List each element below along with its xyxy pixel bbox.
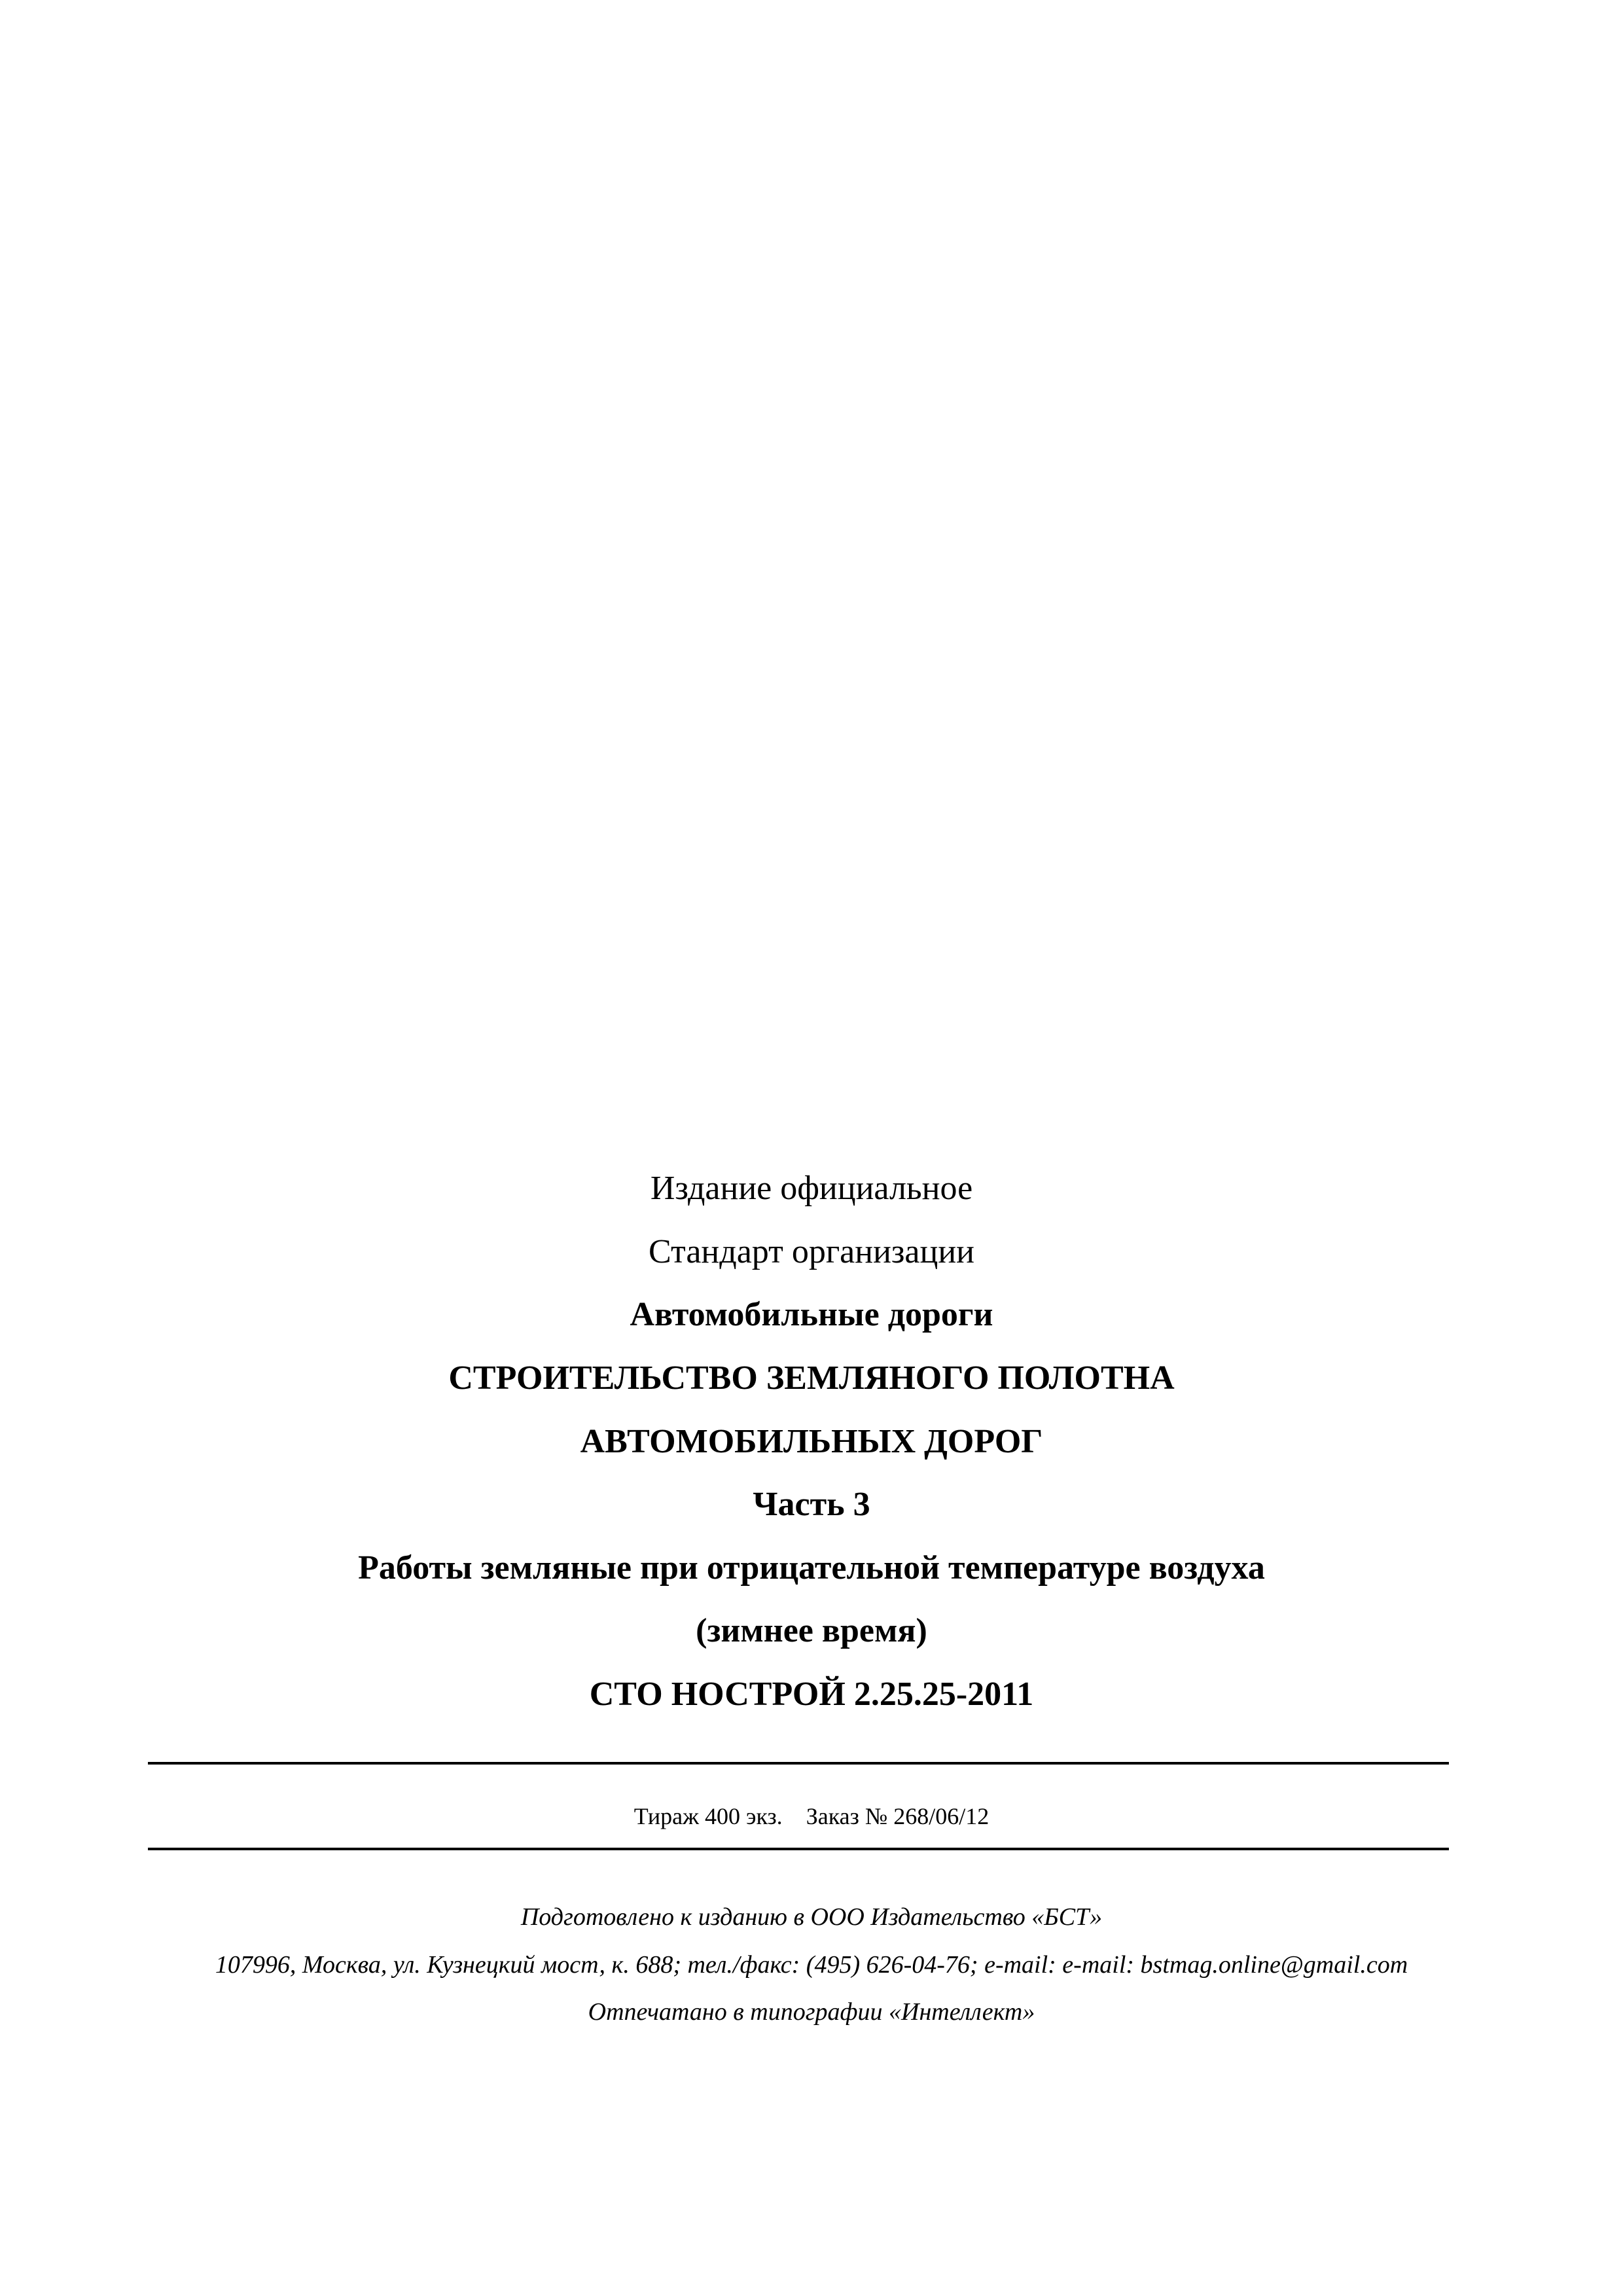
top-divider	[148, 1762, 1449, 1765]
bottom-divider	[148, 1848, 1449, 1850]
printed-by: Отпечатано в типографии «Интеллект»	[588, 1998, 1035, 2026]
subtitle-line-2: (зимнее время)	[696, 1612, 927, 1649]
document-type: Стандарт организации	[648, 1233, 974, 1270]
edition-label: Издание официальное	[650, 1170, 973, 1207]
main-title-line-2: АВТОМОБИЛЬНЫХ ДОРОГ	[580, 1423, 1043, 1460]
subtitle-line-1: Работы земляные при отрицательной температуре воздуха	[358, 1549, 1265, 1587]
print-info	[0, 1804, 1623, 1828]
part-number: Часть 3	[753, 1486, 870, 1523]
standard-designation: СТО НОСТРОЙ 2.25.25-2011	[589, 1676, 1034, 1713]
publisher-address: 107996, Москва, ул. Кузнецкий мост, к. 688; тел./факс: (495) 626-04-76; e-mail: e-mail: bstmag.online@gmail.com	[215, 1951, 1408, 1979]
series-title: Автомобильные дороги	[630, 1296, 993, 1333]
print-run: Тираж 400 экз.	[633, 1803, 783, 1829]
prepared-by: Подготовлено к изданию в ООО Издательство «БСТ»	[520, 1903, 1103, 1931]
main-title-line-1: СТРОИТЕЛЬСТВО ЗЕМЛЯНОГО ПОЛОТНА	[448, 1359, 1175, 1397]
order-number: Заказ № 268/06/12	[806, 1803, 990, 1829]
